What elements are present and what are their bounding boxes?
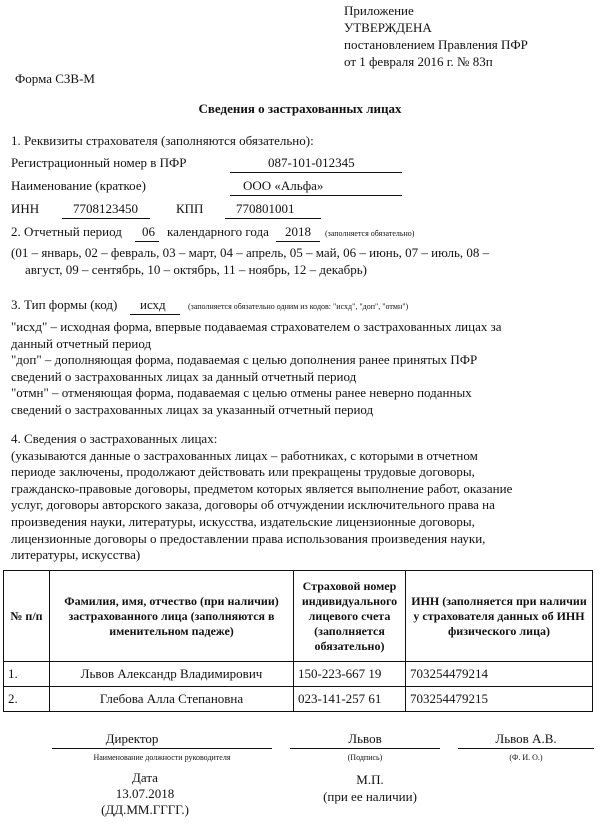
- period-note: (заполняется обязательно): [325, 229, 415, 238]
- reg-number-value: 087-101-012345: [268, 155, 355, 170]
- row-inn: 703254479214: [406, 662, 593, 687]
- period-label: 2. Отчетный период: [11, 224, 122, 239]
- form-type-description: [11, 319, 502, 419]
- header-date: от 1 февраля 2016 г. № 83п: [344, 54, 493, 69]
- reg-number-label: Регистрационный номер в ПФР: [11, 155, 187, 170]
- col-header-number: № п/п: [4, 571, 50, 662]
- signature-underline: [290, 748, 440, 749]
- kpp-value: 770801001: [236, 201, 295, 216]
- months-legend-line2: август, 09 – сентябрь, 10 – октябрь, 11 – ноябрь, 12 – декабрь): [25, 262, 367, 277]
- form-type-underline: [130, 314, 180, 315]
- document-title: Сведения о застрахованных лицах: [198, 101, 402, 116]
- section1-heading: 1. Реквизиты страхователя (заполняются обязательно):: [11, 133, 314, 148]
- date-value: 13.07.2018: [115, 786, 175, 801]
- inn-value: 7708123450: [73, 201, 138, 216]
- insured-persons-table: [3, 570, 593, 712]
- section4-heading: 4. Сведения о застрахованных лицах:: [11, 431, 218, 446]
- section4-line: произведения науки, литературы, искусства, издательские лицензионные договоры,: [11, 513, 475, 529]
- table-header-row: [4, 571, 593, 662]
- signature-caption: (Подпись): [347, 753, 383, 762]
- date-format: (ДД.ММ.ГГГГ.): [101, 802, 189, 817]
- org-name-value: ООО «Альфа»: [243, 178, 324, 193]
- row-snils: 023-141-257 61: [294, 687, 406, 712]
- period-month-value: 06: [142, 224, 155, 239]
- signature-value: Львов: [348, 731, 382, 746]
- position-underline: [52, 748, 272, 749]
- stamp-note: (при ее наличии): [323, 789, 417, 804]
- reg-number-underline: [230, 172, 402, 173]
- header-appendix: Приложение: [344, 3, 414, 18]
- row-number: 1.: [4, 662, 50, 687]
- row-number: 2.: [4, 687, 50, 712]
- header-approved: УТВЕРЖДЕНА: [344, 20, 432, 35]
- months-legend-line1: (01 – январь, 02 – февраль, 03 – март, 04 – апрель, 05 – май, 06 – июнь, 07 – июль, 08 –: [11, 245, 490, 260]
- insured-section: [11, 431, 512, 564]
- table-row: [4, 662, 593, 687]
- form-type-value: исхд: [140, 297, 166, 312]
- period-year-label: календарного года: [167, 224, 269, 239]
- org-name-label: Наименование (краткое): [11, 178, 146, 193]
- table-row: [4, 687, 593, 712]
- date-label: Дата: [132, 770, 158, 785]
- col-header-inn: ИНН (заполняется при наличии у страхователя данных об ИНН физического лица): [406, 571, 593, 662]
- stamp-label: М.П.: [356, 772, 384, 787]
- section4-line: гражданско-правовые договоры, предметом которых является выполнение работ, оказание: [11, 480, 513, 496]
- director-position-value: Директор: [105, 731, 159, 746]
- section4-line: лицензионные договоры о предоставлении права использования произведения науки,: [11, 530, 486, 546]
- section4-line: литературы, искусства): [11, 547, 141, 563]
- director-fio-value: Львов А.В.: [495, 731, 557, 746]
- kpp-label: КПП: [176, 201, 204, 216]
- fio-underline: [458, 748, 594, 749]
- form-type-desc-line: "исхд" – исходная форма, впервые подаваемая страхователем о застрахованных лицах за: [11, 319, 502, 334]
- period-year-underline: [276, 241, 320, 242]
- col-header-fullname: Фамилия, имя, отчество (при наличии) застрахованного лица (заполняются в именительном падеже): [50, 571, 294, 662]
- form-name: Форма СЗВ-М: [15, 71, 95, 86]
- form-type-label: 3. Тип формы (код): [11, 297, 118, 312]
- form-type-desc-line: сведений о застрахованных лицах за указанный отчетный период: [11, 401, 374, 417]
- row-snils: 150-223-667 19: [294, 662, 406, 687]
- kpp-underline: [225, 218, 321, 219]
- form-type-note: (заполняется обязательно одним из кодов: "исхд", "доп", "отмн"): [188, 302, 409, 311]
- inn-label: ИНН: [11, 201, 40, 216]
- form-type-desc-line: сведений о застрахованных лицах за данный отчетный период: [11, 368, 357, 384]
- form-type-desc-line: "доп" – дополняющая форма, подаваемая с целью дополнения ранее принятых ПФР: [11, 352, 478, 368]
- fio-caption: (Ф. И. О.): [509, 753, 543, 762]
- section4-line: услуг, договоры авторского заказа, договоры об отчуждении исключительного права на: [11, 497, 495, 513]
- row-inn: 703254479215: [406, 687, 593, 712]
- row-fullname: Глебова Алла Степановна: [50, 687, 294, 712]
- form-type-desc-line: "отмн" – отменяющая форма, подаваемая с целью отмены ранее неверно поданных: [11, 385, 472, 401]
- position-caption: Наименование должности руководителя: [93, 753, 231, 762]
- form-type-desc-line: данный отчетный период: [11, 335, 152, 351]
- inn-underline: [62, 218, 150, 219]
- section4-line: (указываются данные о застрахованных лицах – работниках, с которыми в отчетном: [11, 447, 478, 463]
- org-name-underline: [230, 195, 402, 196]
- section4-line: периоде заключены, продолжают действовать или прекращены трудовые договоры,: [11, 464, 475, 480]
- header-resolution: постановлением Правления ПФР: [344, 37, 528, 52]
- col-header-snils: Страховой номер индивидуального лицевого счета (заполняется обязательно): [294, 571, 406, 662]
- row-fullname: Львов Александр Владимирович: [50, 662, 294, 687]
- period-year-value: 2018: [285, 224, 311, 239]
- period-month-underline: [135, 241, 159, 242]
